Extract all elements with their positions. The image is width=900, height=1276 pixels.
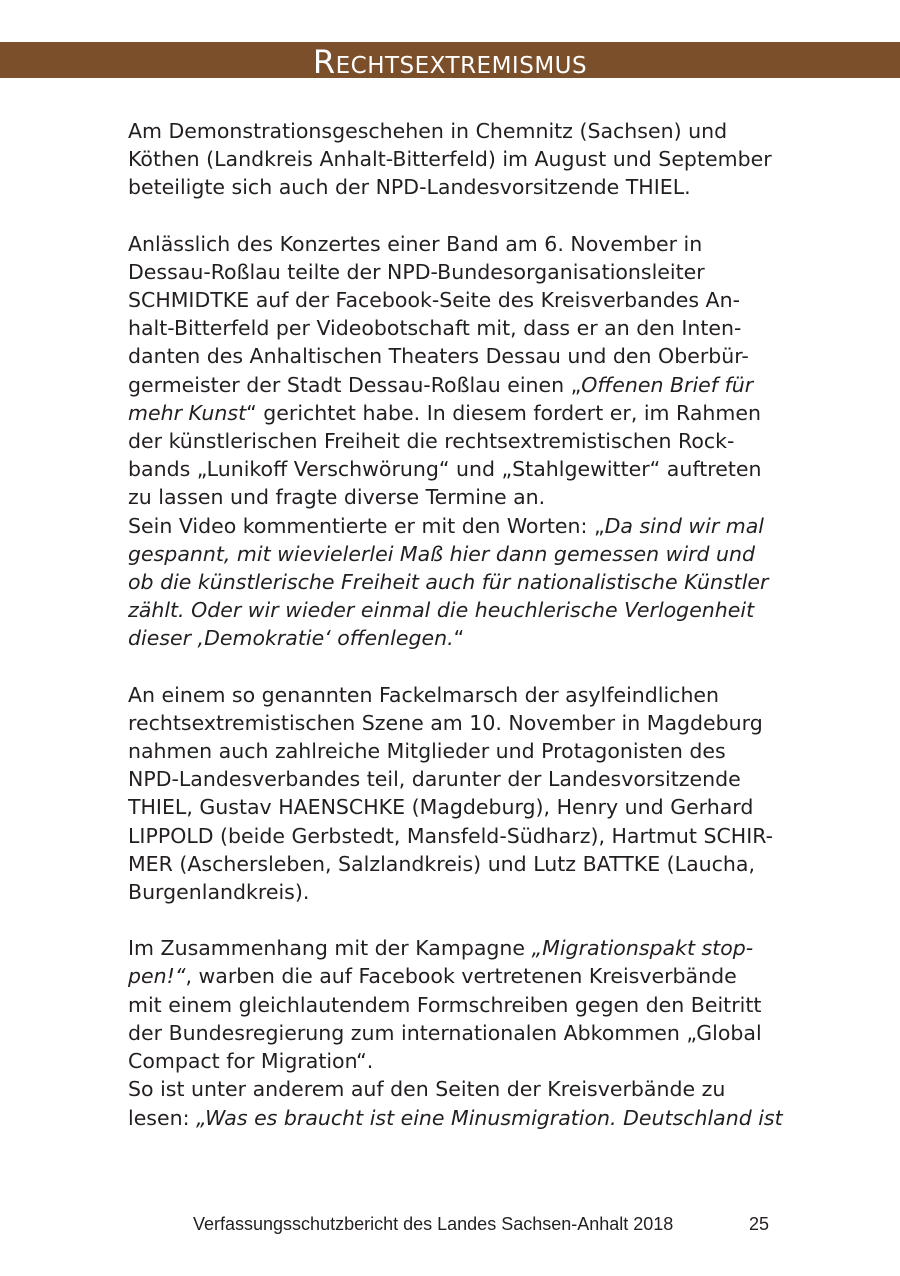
text-segment: An einem so genannten Fackelmarsch der asylfeindlichen: [128, 682, 720, 707]
text-line: [128, 991, 778, 1019]
paragraph: [128, 512, 778, 653]
text-line: [128, 483, 778, 511]
italic-text: dieser ‚Demokratie‘ offenlegen.: [128, 626, 454, 651]
text-segment: der künstlerischen Freiheit die rechtsextremistischen Rock-: [128, 429, 735, 454]
section-title: [0, 42, 900, 81]
body-text: [128, 117, 783, 1132]
text-segment: So ist unter anderem auf den Seiten der Kreisverbände zu: [128, 1077, 726, 1102]
text-line: [128, 117, 778, 145]
text-line: [128, 230, 778, 258]
text-line: [128, 1104, 783, 1132]
text-segment: SCHMIDTKE auf der Facebook-Seite des Kreisverbandes An-: [128, 288, 740, 313]
text-segment: beteiligte sich auch der NPD-Landesvorsitzende THIEL.: [128, 175, 691, 200]
text-line: [128, 878, 778, 906]
text-segment: LIPPOLD (beide Gerbstedt, Mansfeld-Südharz), Hartmut SCHIR-: [128, 823, 774, 848]
text-line: [128, 737, 778, 765]
text-segment: THIEL, Gustav HAENSCHKE (Magdeburg), Henry und Gerhard: [128, 795, 754, 820]
section-title-initial: R: [312, 43, 336, 81]
text-line: [128, 314, 778, 342]
text-segment: mit einem gleichlautendem Formschreiben gegen den Beitritt: [128, 992, 762, 1017]
text-segment: , warben die auf Facebook vertretenen Kreisverbände: [185, 964, 737, 989]
paragraph: [128, 230, 778, 512]
text-segment: der Bundesregierung zum internationalen Abkommen „Global: [128, 1020, 762, 1045]
page-footer: [0, 1214, 900, 1238]
text-line: [128, 822, 778, 850]
text-line: [128, 596, 778, 624]
text-line: [128, 540, 778, 568]
text-segment: Anlässlich des Konzertes einer Band am 6. November in: [128, 231, 703, 256]
text-segment: rechtsextremistischen Szene am 10. November in Magdeburg: [128, 710, 763, 735]
paragraph: [128, 934, 778, 1075]
section-header-bar: [0, 42, 900, 81]
text-line: [128, 1019, 778, 1047]
text-segment: Compact for Migration“.: [128, 1049, 374, 1074]
text-line: [128, 624, 778, 652]
italic-text: ob die künstlerische Freiheit auch für nationalistische Künstler: [128, 570, 769, 595]
text-line: [128, 286, 778, 314]
page-number: 25: [749, 1214, 770, 1234]
text-line: [128, 934, 778, 962]
text-line: [128, 371, 778, 399]
text-segment: germeister der Stadt Dessau-Roßlau einen „: [128, 372, 582, 397]
text-segment: zu lassen und fragte diverse Termine an.: [128, 485, 546, 510]
text-segment: MER (Aschersleben, Salzlandkreis) und Lutz BATTKE (Laucha,: [128, 851, 755, 876]
text-line: [128, 455, 778, 483]
text-line: [128, 258, 778, 286]
text-segment: danten des Anhaltischen Theaters Dessau und den Oberbür-: [128, 344, 749, 369]
text-line: [128, 145, 778, 173]
text-line: [128, 427, 778, 455]
italic-text: „Was es braucht ist eine Minusmigration. Deutschland ist: [196, 1105, 783, 1130]
text-segment: NPD-Landesverbandes teil, darunter der Landesvorsitzende: [128, 767, 741, 792]
text-segment: Burgenlandkreis).: [128, 880, 310, 905]
text-line: [128, 1075, 778, 1103]
text-line: [128, 850, 778, 878]
text-line: [128, 765, 778, 793]
italic-text: Offenen Brief für: [581, 372, 754, 397]
text-segment: Köthen (Landkreis Anhalt-Bitterfeld) im August und September: [128, 147, 772, 172]
text-line: [128, 512, 778, 540]
text-segment: halt-Bitterfeld per Videobotschaft mit, dass er an den Inten-: [128, 316, 742, 341]
text-segment: Im Zusammenhang mit der Kampagne: [128, 936, 532, 961]
italic-text: gespannt, mit wievielerlei Maß hier dann gemessen wird und: [128, 541, 756, 566]
text-segment: bands „Lunikoff Verschwörung“ und „Stahlgewitter“ auftreten: [128, 457, 762, 482]
text-line: [128, 399, 778, 427]
italic-text: „Migrationspakt stop-: [531, 936, 754, 961]
paragraph: [128, 681, 778, 907]
text-segment: “: [453, 626, 465, 651]
text-segment: Am Demonstrationsgeschehen in Chemnitz (Sachsen) und: [128, 119, 728, 143]
text-segment: nahmen auch zahlreiche Mitglieder und Protagonisten des: [128, 739, 726, 764]
section-title-rest: ECHTSEXTREMISMUS: [335, 53, 588, 79]
text-line: [128, 709, 778, 737]
paragraph: [128, 1075, 783, 1131]
text-line: [128, 1047, 778, 1075]
text-line: [128, 568, 778, 596]
text-segment: lesen:: [128, 1105, 197, 1130]
text-segment: “ gerichtet habe. In diesem fordert er, im Rahmen: [246, 400, 761, 425]
italic-text: zählt. Oder wir wieder einmal die heuchlerische Verlogenheit: [128, 598, 755, 623]
text-segment: Sein Video kommentierte er mit den Worten: „: [128, 513, 605, 538]
text-line: [128, 962, 778, 990]
italic-text: Da sind wir mal: [604, 513, 764, 538]
italic-text: pen!“: [128, 964, 186, 989]
text-line: [128, 793, 778, 821]
italic-text: mehr Kunst: [128, 400, 247, 425]
text-segment: Dessau-Roßlau teilte der NPD-Bundesorganisationsleiter: [128, 259, 705, 284]
text-line: [128, 173, 778, 201]
text-line: [128, 681, 778, 709]
paragraph: [128, 117, 778, 202]
text-line: [128, 342, 778, 370]
footer-report-title: Verfassungsschutzbericht des Landes Sachsen-Anhalt 2018: [193, 1214, 674, 1234]
